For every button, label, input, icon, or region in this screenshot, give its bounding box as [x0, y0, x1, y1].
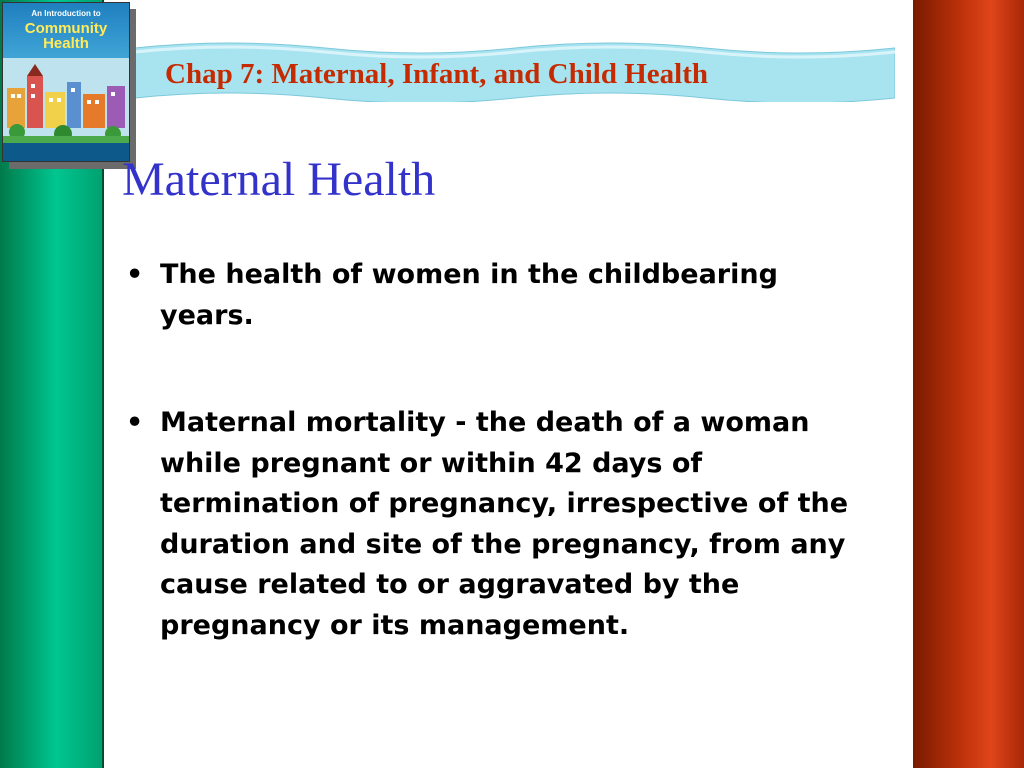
bullet-list — [122, 255, 867, 646]
slide-title: Maternal Health — [122, 153, 436, 206]
book-cover-image — [2, 2, 130, 162]
bullet-text: The health of women in the childbearing years. — [160, 259, 778, 331]
chapter-title: Chap 7: Maternal, Infant, and Child Health — [165, 58, 709, 90]
book-cover-town-illustration — [3, 58, 129, 144]
book-cover-footer — [3, 143, 129, 161]
right-accent-bar — [913, 0, 1024, 768]
list-item — [122, 403, 867, 646]
bullet-icon: • — [126, 407, 144, 438]
list-item — [122, 255, 867, 336]
book-cover-title-line2: Health — [43, 35, 89, 52]
bullet-icon: • — [126, 259, 144, 290]
bullet-text: Maternal mortality - the death of a woman while pregnant or within 42 days of termination of pregnancy, irrespective of the duration and site of the pregnancy, from any cause related to or aggravated by the pregnancy or its management. — [160, 407, 849, 641]
book-cover-title-line1: Community — [24, 20, 108, 37]
book-cover-subtitle: An Introduction to — [31, 9, 101, 18]
